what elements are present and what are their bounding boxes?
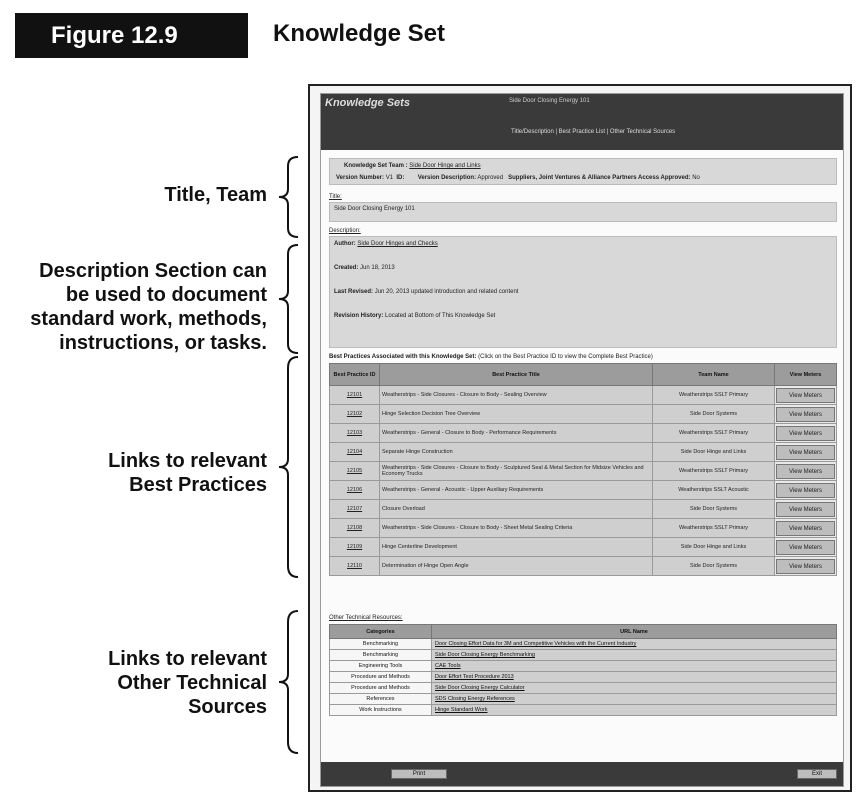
url-link[interactable]: Door Closing Effort Data for 3M and Competitive Vehicles with the Current Industry [432,639,837,650]
best-practice-title: Weatherstrips - Side Closures - Closure to Body - Sealing Overview [380,386,653,405]
best-practice-title: Weatherstrips - General - Acoustic - Upper Auxiliary Requirements [380,481,653,500]
last-revised-value: Jun 20, 2013 updated introduction and related content [374,289,519,295]
print-button[interactable]: Print [391,769,447,779]
callout-line: Best Practices [129,474,267,496]
team-label: Knowledge Set Team : [344,163,408,169]
table-header-row [330,364,837,386]
last-revised-row [334,289,518,295]
team-name: Weatherstrips SSLT Acoustic [653,481,775,500]
view-meters-button[interactable]: View Meters [776,540,835,555]
view-meters-cell [775,386,837,405]
callout-line: Sources [188,696,267,718]
table-row [330,538,837,557]
best-practice-title: Hinge Centerline Development [380,538,653,557]
view-meters-button[interactable]: View Meters [776,483,835,498]
view-meters-button[interactable]: View Meters [776,502,835,517]
callout-line: Title, Team [164,184,267,206]
view-meters-cell [775,481,837,500]
team-name: Side Door Hinge and Links [653,443,775,462]
callout-line: Other Technical [117,672,267,694]
best-practices-hint: (Click on the Best Practice ID to view the Complete Best Practice) [478,354,653,360]
team-name: Weatherstrips SSLT Primary [653,424,775,443]
view-meters-button[interactable]: View Meters [776,559,835,574]
table-row [330,639,837,650]
table-header-row [330,625,837,639]
title-value: Side Door Closing Energy 101 [334,206,415,212]
table-row [330,481,837,500]
url-link[interactable]: CAE Tools [432,661,837,672]
callout-title-team [164,183,267,207]
team-row [344,163,481,169]
view-meters-button[interactable]: View Meters [776,521,835,536]
view-meters-cell [775,538,837,557]
view-meters-button[interactable]: View Meters [776,426,835,441]
author-link[interactable]: Side Door Hinges and Checks [357,241,438,247]
suppliers-value: No [692,175,700,181]
callout-line: Description Section can [39,260,267,282]
best-practice-title: Weatherstrips - Side Closures - Closure to Body - Sculptured Seal & Metal Section for Midsize Vehicles and Economy Trucks [380,462,653,481]
callout-line: be used to document [65,284,267,306]
version-value: V1 [385,175,394,181]
team-name: Side Door Systems [653,405,775,424]
url-link[interactable]: Side Door Closing Energy Benchmarking [432,650,837,661]
table-row [330,424,837,443]
best-practice-id-link[interactable]: 12106 [330,481,380,500]
team-link[interactable]: Side Door Hinge and Links [409,163,481,169]
best-practice-id-link[interactable]: 12104 [330,443,380,462]
table-row [330,519,837,538]
best-practice-id-link[interactable]: 12105 [330,462,380,481]
category-cell: References [330,694,432,705]
table-row [330,650,837,661]
id-label: ID: [396,175,405,181]
callout-technical-sources [108,647,267,719]
created-row [334,265,395,271]
knowledge-set-screenshot [308,84,852,792]
best-practice-title: Weatherstrips - General - Closure to Body - Performance Requirements [380,424,653,443]
version-desc-value: Approved [477,175,504,181]
url-link[interactable]: Door Effort Test Procedure 2013 [432,672,837,683]
best-practice-title: Weatherstrips - Side Closures - Closure to Body - Sheet Metal Sealing Criteria [380,519,653,538]
callout-best-practices [108,449,267,497]
view-meters-cell [775,443,837,462]
created-value: Jun 18, 2013 [360,265,395,271]
view-meters-cell [775,405,837,424]
version-row [336,175,700,181]
view-meters-cell [775,424,837,443]
best-practices-table [329,363,837,576]
team-name: Weatherstrips SSLT Primary [653,462,775,481]
team-name: Side Door Systems [653,557,775,576]
revision-history-row [334,313,495,319]
app-name: Knowledge Sets [325,97,410,109]
url-link[interactable]: SDS Closing Energy References [432,694,837,705]
callout-line: Links to relevant [108,648,267,670]
revision-history-value: Located at Bottom of This Knowledge Set [385,313,496,319]
best-practices-label: Best Practices Associated with this Knowledge Set: [329,354,477,360]
title-box [329,202,837,222]
table-row [330,500,837,519]
view-meters-button[interactable]: View Meters [776,445,835,460]
category-cell: Work Instructions [330,705,432,716]
author-label: Author: [334,241,356,247]
view-meters-cell [775,557,837,576]
callout-line: standard work, methods, [30,308,267,330]
best-practice-title: Separate Hinge Construction [380,443,653,462]
best-practice-id-link[interactable]: 12101 [330,386,380,405]
table-row [330,661,837,672]
view-meters-button[interactable]: View Meters [776,388,835,403]
page-banner [321,94,843,150]
category-cell: Benchmarking [330,639,432,650]
version-desc-label: Version Description: [417,175,477,181]
table-row [330,705,837,716]
team-name: Side Door Systems [653,500,775,519]
view-meters-cell [775,462,837,481]
version-label: Version Number: [336,175,385,181]
best-practice-id-link[interactable]: 12103 [330,424,380,443]
best-practice-id-link[interactable]: 12107 [330,500,380,519]
title-label: Title: [329,194,342,200]
table-row [330,386,837,405]
table-row [330,443,837,462]
revision-history-label: Revision History: [334,313,384,319]
col-header-view-meters: View Meters [775,364,837,386]
suppliers-label: Suppliers, Joint Ventures & Alliance Partners Access Approved: [508,175,691,181]
best-practice-id-link[interactable]: 12108 [330,519,380,538]
view-meters-cell [775,500,837,519]
page-footer [321,762,843,786]
banner-nav-links[interactable]: Title/Description | Best Practice List | Other Technical Sources [511,129,676,135]
table-row [330,405,837,424]
other-technical-table [329,624,837,716]
team-name: Weatherstrips SSLT Primary [653,386,775,405]
author-row [334,241,438,247]
last-revised-label: Last Revised: [334,289,374,295]
created-label: Created: [334,265,359,271]
figure-number-badge: Figure 12.9 [15,13,248,58]
callout-description [30,259,267,355]
best-practice-id-link[interactable]: 12110 [330,557,380,576]
exit-button[interactable]: Exit [797,769,837,779]
figure-title: Knowledge Set [273,20,446,47]
table-row [330,672,837,683]
category-cell: Engineering Tools [330,661,432,672]
callout-line: instructions, or tasks. [59,332,267,354]
brace-icon [276,610,300,754]
table-row [330,462,837,481]
table-row [330,557,837,576]
knowledge-set-page [320,93,844,787]
banner-subtitle: Side Door Closing Energy 101 [509,98,590,104]
description-label: Description: [329,228,361,234]
brace-icon [276,244,300,354]
best-practice-title: Hinge Selection Decision Tree Overview [380,405,653,424]
table-row [330,694,837,705]
view-meters-button[interactable]: View Meters [776,407,835,422]
best-practice-id-link[interactable]: 12102 [330,405,380,424]
col-header-id: Best Practice ID [330,364,380,386]
col-header-title: Best Practice Title [380,364,653,386]
team-name: Weatherstrips SSLT Primary [653,519,775,538]
other-technical-label: Other Technical Resources: [329,615,403,621]
table-row [330,683,837,694]
best-practices-intro [329,354,653,360]
brace-icon [276,356,300,578]
best-practice-title: Determination of Hinge Open Angle [380,557,653,576]
category-cell: Procedure and Methods [330,672,432,683]
category-cell: Benchmarking [330,650,432,661]
best-practice-id-link[interactable]: 12109 [330,538,380,557]
url-link[interactable]: Hinge Standard Work [432,705,837,716]
col-header-categories: Categories [330,625,432,639]
description-box [329,236,837,348]
brace-icon [276,156,300,238]
col-header-team: Team Name [653,364,775,386]
best-practice-title: Closure Overload [380,500,653,519]
view-meters-button[interactable]: View Meters [776,464,835,479]
callout-line: Links to relevant [108,450,267,472]
team-version-box [329,158,837,185]
url-link[interactable]: Side Door Closing Energy Calculator [432,683,837,694]
col-header-url-name: URL Name [432,625,837,639]
view-meters-cell [775,519,837,538]
category-cell: Procedure and Methods [330,683,432,694]
team-name: Side Door Hinge and Links [653,538,775,557]
